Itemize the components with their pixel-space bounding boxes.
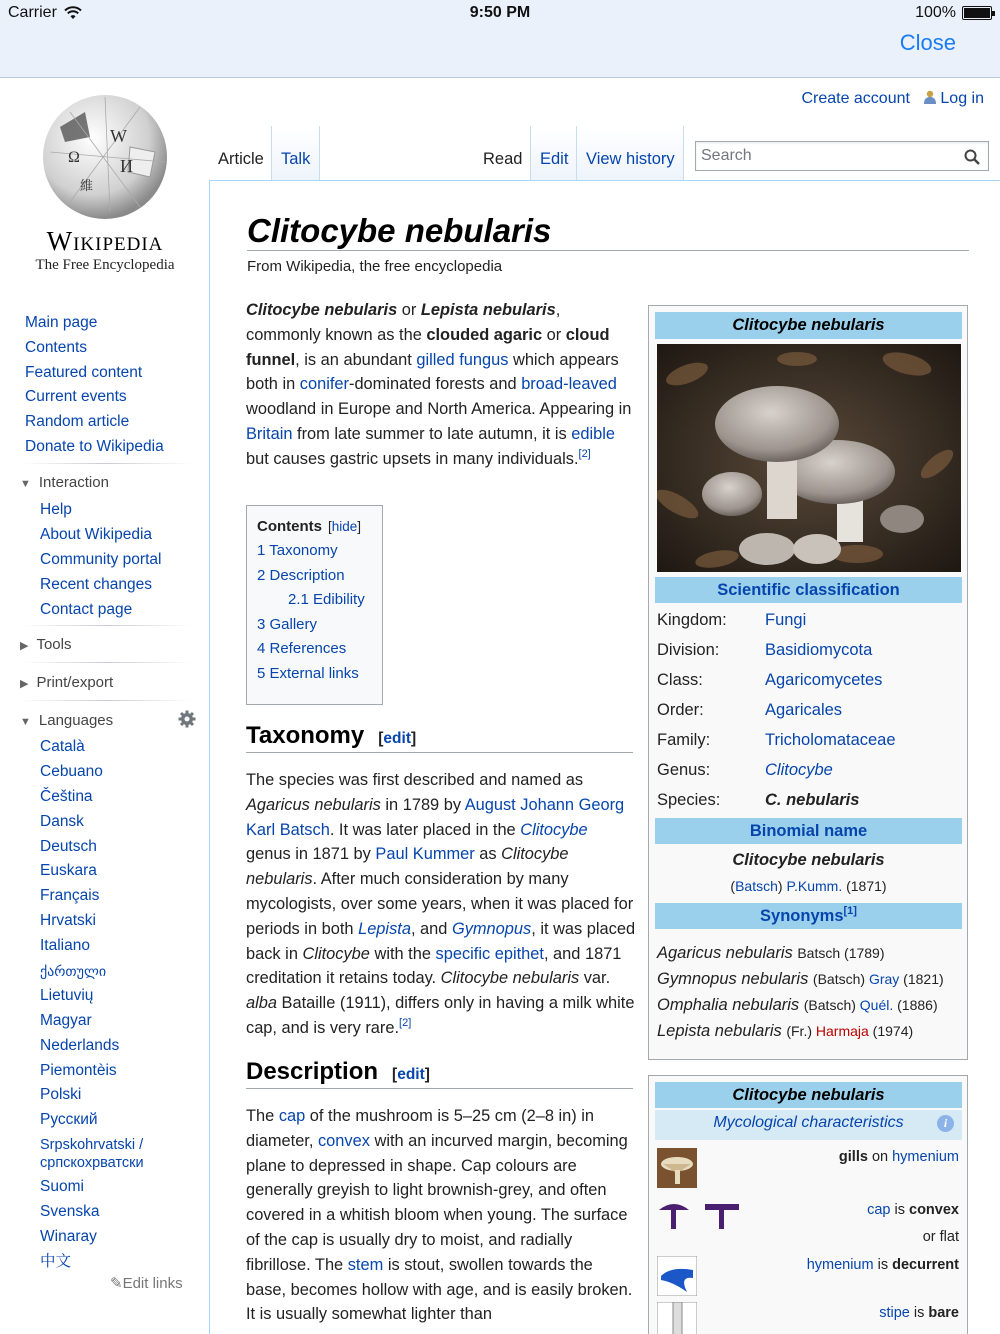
lang-link[interactable]: Svenska [40,1203,100,1221]
lang-link[interactable]: Русский [40,1111,98,1129]
species-name: C. nebularis [765,791,860,809]
nav-featured-content[interactable]: Featured content [25,363,143,381]
link-lepista[interactable]: Lepista [358,919,411,938]
lang-link[interactable]: Català [40,738,85,755]
tools-toggle[interactable] [20,636,72,653]
tagline: The Free Encyclopedia [35,257,175,273]
svg-text:Ω: Ω [68,149,80,166]
main-navigation [25,312,164,461]
myco-link[interactable]: gills [838,1149,868,1165]
link-gymnopus[interactable]: Gymnopus [451,919,532,938]
mycomorphbox [648,1075,968,1334]
link-stem[interactable]: stem [347,1255,384,1274]
myco-row-cap-alt [923,1229,959,1245]
nav-contact-page[interactable]: Contact page [40,600,133,618]
authority-year: (1871) [846,878,887,894]
nav-main-page[interactable]: Main page [25,314,98,331]
myco-link[interactable]: cap [867,1202,891,1218]
print-export-heading: Print/export [36,674,114,691]
section-heading-taxonomy [246,722,416,750]
lang-link[interactable]: ქართული [40,963,107,980]
nav-about[interactable]: About Wikipedia [40,525,153,543]
toc-item[interactable]: 3 Gallery [257,615,318,633]
battery-icon [962,6,992,20]
rank-label: Order: [657,701,704,719]
lang-link[interactable]: Lietuvių [40,986,94,1004]
tab-view-history[interactable]: View history [586,150,675,168]
triangle-right-icon: ▶ [20,678,29,690]
sidebar [0,0,210,1334]
author-link-quel[interactable]: Quél. [859,997,894,1013]
binomial-name: Clitocybe nebularis [732,851,885,869]
lang-link[interactable]: Srpskohrvatski / српскохрватски [40,1137,144,1172]
lang-link[interactable]: Suomi [40,1178,84,1196]
author-link-harmaja[interactable]: Harmaja [815,1023,869,1039]
lead-paragraph: Clitocybe nebularis or Lepista nebularis, commonly known as the clouded agaric or cloud funnel, is an abundant gilled fungus which appears both in conifer-dominated forests and broad-leaved woodland in Europe and North America. Appearing in Britain from late summer to late autumn, it is edible but causes gastric upsets in many individuals.[2] [246,301,632,468]
mycological-characteristics-link[interactable]: Mycological characteristics [713,1114,904,1131]
myco-row-stipe [879,1305,959,1321]
ref-2[interactable]: [2] [399,1016,412,1029]
svg-text:W: W [110,126,127,146]
triangle-down-icon: ▼ [20,478,31,490]
myco-row-cap [867,1202,959,1218]
table-of-contents [246,505,383,705]
myco-connector: is [890,1202,910,1218]
classification-heading [655,577,962,603]
link-specific-epithet[interactable]: specific epithet [435,944,544,963]
taxon-link[interactable]: Tricholomataceae [765,731,896,749]
author-link-kummer[interactable]: P.Kumm. [786,878,843,894]
search-icon[interactable] [964,149,980,165]
tools-heading: Tools [36,636,72,653]
myco-value: decurrent [892,1257,959,1273]
classification-link[interactable]: Scientific classification [717,581,900,599]
edit-links-label: Edit links [122,1275,183,1292]
myco-link[interactable]: stipe [879,1305,910,1321]
myco-connector: is [909,1305,929,1321]
rank-label: Family: [657,731,711,749]
stipe-bare-icon [657,1302,697,1334]
nav-contents[interactable]: Contents [25,338,88,356]
lang-link[interactable]: Hrvatski [40,912,96,930]
gills-icon[interactable] [657,1148,697,1188]
taxon-link[interactable]: Clitocybe [765,761,833,779]
info-icon[interactable]: i [937,1115,954,1132]
toc-title: Contents [257,518,322,535]
link-paul-kummer[interactable]: Paul Kummer [375,845,475,864]
lang-link[interactable]: Piemontèis [40,1061,117,1079]
divider [247,250,969,251]
myco-connector: is [873,1257,893,1273]
nav-help[interactable]: Help [40,501,72,518]
search-placeholder: Search [701,147,752,164]
languages-heading: Languages [38,712,114,729]
divider [20,463,192,464]
binomial-authority: (Batsch) P.Kumm. (1871) [730,878,887,894]
close-button[interactable]: Close [899,30,956,55]
page-title: Clitocybe nebularis [247,212,552,249]
lang-link[interactable]: Nederlands [40,1036,120,1054]
lang-link[interactable]: Čeština [40,787,93,805]
wikipedia-wordmark: Wikipedia [46,226,164,256]
taxon-link[interactable]: Agaricales [765,701,843,719]
description-paragraph: The cap of the mushroom is 5–25 cm (2–8 in) in diameter, convex with an incurved margin, becoming plane to depressed in shape. Cap colours are generally greyish to light brownish-grey, and often covered in a whitish bloom when young. The surface of the cap is usually dry to moist, and radially fibrillose. The stem is stout, swollen towards the base, becomes hollow with age, and is easily broken. It is usually somewhat lighter than [246,1107,633,1324]
myco-link[interactable]: hymenium [892,1149,959,1165]
rank-label: Division: [657,641,720,659]
battery-percent: 100% [915,4,956,21]
lang-link[interactable]: Français [40,887,100,905]
myco-link[interactable]: hymenium [806,1257,874,1273]
cap-shape-icon [657,1200,742,1232]
rank-label: Species: [657,791,721,809]
taxobox [648,305,968,1060]
pencil-icon: ✎ [110,1275,123,1292]
hymenium-decurrent-icon [657,1256,697,1296]
divider [20,662,192,663]
user-icon [924,90,936,104]
interaction-heading: Interaction [38,474,109,491]
triangle-down-icon: ▼ [20,716,31,728]
toc-hide-button[interactable]: [hide] [328,519,362,534]
tab-edit[interactable]: Edit [540,150,569,168]
author-link-batsch[interactable]: Batsch [735,878,778,894]
link-britain[interactable]: Britain [246,424,293,443]
create-account-link[interactable]: Create account [801,90,910,107]
wikipedia-globe-logo[interactable] [30,92,180,222]
lang-link[interactable]: Euskara [40,862,97,880]
site-subtitle: From Wikipedia, the free encyclopedia [247,258,503,275]
myco-value: convex [909,1202,959,1218]
mycobox-title: Clitocybe nebularis [655,1082,962,1108]
languages-list [40,736,180,1276]
nav-recent-changes[interactable]: Recent changes [40,575,153,593]
gear-icon[interactable] [178,710,196,728]
edit-section-button[interactable]: [edit] [392,1066,430,1083]
taxon-link[interactable]: Basidiomycota [765,641,873,659]
lang-link[interactable]: Deutsch [40,837,97,855]
synonyms-link[interactable]: Synonyms [760,907,844,925]
interaction-toggle[interactable] [20,474,109,491]
print-export-toggle[interactable] [20,674,113,691]
rank-label: Genus: [657,761,711,779]
author-link-gray[interactable]: Gray [868,971,900,987]
clock: 9:50 PM [469,4,531,21]
personal-tools [801,90,984,108]
lang-link[interactable]: Winaray [40,1228,97,1246]
binomial-heading [655,818,962,844]
rank-label: Class: [657,671,703,689]
ref-2[interactable]: [2] [578,447,591,460]
edit-label: edit [383,730,411,747]
toc-item[interactable]: 2 Description [257,566,345,584]
lang-link[interactable]: Dansk [40,812,84,830]
description-heading-text: Description [246,1058,379,1085]
section-heading-description [246,1058,430,1086]
taxonomy-heading-text: Taxonomy [246,722,365,749]
synonym-item: Omphalia nebularis (Batsch) Quél. (1886) [657,996,938,1014]
toc-item[interactable]: 1 Taxonomy [257,542,338,559]
synonym-item: Lepista nebularis (Fr.) Harmaja (1974) [657,1022,914,1040]
myco-value: or flat [922,1229,959,1245]
myco-connector: on [867,1149,893,1165]
tab-article[interactable]: Article [218,150,264,168]
divider [20,625,192,626]
link-batsch[interactable]: August Johann Georg Karl Batsch [246,795,625,839]
infobox-title: Clitocybe nebularis [655,312,962,339]
triangle-right-icon: ▶ [20,640,29,652]
lang-link[interactable]: 中文 [40,1252,72,1270]
toc-item[interactable]: 5 External links [257,664,359,682]
toc-item[interactable]: 4 References [257,640,347,658]
edit-section-button[interactable]: [edit] [378,730,417,747]
myco-row-gills [839,1149,959,1165]
synonym-item: Agaricus nebularis Batsch (1789) [657,944,885,962]
divider [20,700,192,701]
myco-value: bare [928,1305,959,1321]
myco-row-hymenium [807,1257,959,1273]
login-label: Log in [940,90,984,107]
tab-talk[interactable]: Talk [281,150,311,168]
rank-label: Kingdom: [657,611,727,629]
search-input[interactable] [695,141,989,171]
binomial-link[interactable]: Binomial name [749,822,868,840]
lang-link[interactable]: Magyar [40,1011,92,1029]
tab-read[interactable]: Read [483,150,523,168]
ref-1[interactable]: [1] [843,905,857,917]
link-edible[interactable]: edible [571,424,615,443]
nav-random-article[interactable]: Random article [25,413,130,431]
languages-toggle[interactable] [20,712,113,729]
svg-text:維: 維 [80,179,94,194]
toc-item[interactable]: 2.1 Edibility [288,591,365,609]
link-clitocybe[interactable]: Clitocybe [520,820,588,839]
edit-links-button[interactable] [110,1274,183,1292]
link-gilled-fungus[interactable]: gilled fungus [416,350,509,369]
taxon-link[interactable]: Agaricomycetes [765,671,883,689]
link-cap[interactable]: cap [278,1107,306,1125]
edit-label: edit [397,1066,425,1083]
link-convex[interactable]: convex [317,1131,370,1150]
lang-link[interactable]: Cebuano [40,762,103,780]
mycobox-subtitle [655,1110,962,1140]
interaction-list [40,499,161,623]
lang-link[interactable]: Italiano [40,937,90,955]
taxonomy-paragraph: The species was first described and named as Agaricus nebularis in 1789 by August Johann Georg Karl Batsch. It was later placed in the Clitocybe genus in 1871 by Paul Kummer as Clitocybe nebularis. After much consideration by many mycologists, over some years, when it was placed for periods in both Lepista, and Gymnopus, it was placed back in Clitocybe with the specific epithet, and 1871 creditation it retains today. Clitocybe nebularis var. alba Bataille (1911), differs only in having a milk white cap, and is very rare.[2] [246,771,636,1037]
divider [246,1088,633,1089]
link-conifer[interactable]: conifer [299,375,349,394]
carrier-label: Carrier [8,4,57,21]
divider [246,752,633,753]
nav-current-events[interactable]: Current events [25,388,127,406]
synonym-item: Gymnopus nebularis (Batsch) Gray (1821) [657,970,944,988]
link-broad-leaved[interactable]: broad-leaved [521,375,617,394]
synonyms-heading [655,903,962,929]
mushroom-photo[interactable] [657,344,961,572]
nav-donate[interactable]: Donate to Wikipedia [25,437,164,455]
svg-text:И: И [120,156,133,176]
toc-hide-label: hide [331,519,358,534]
lang-link[interactable]: Polski [40,1086,82,1104]
nav-community-portal[interactable]: Community portal [40,550,162,568]
taxon-link[interactable]: Fungi [765,611,807,629]
login-link[interactable] [924,90,984,107]
